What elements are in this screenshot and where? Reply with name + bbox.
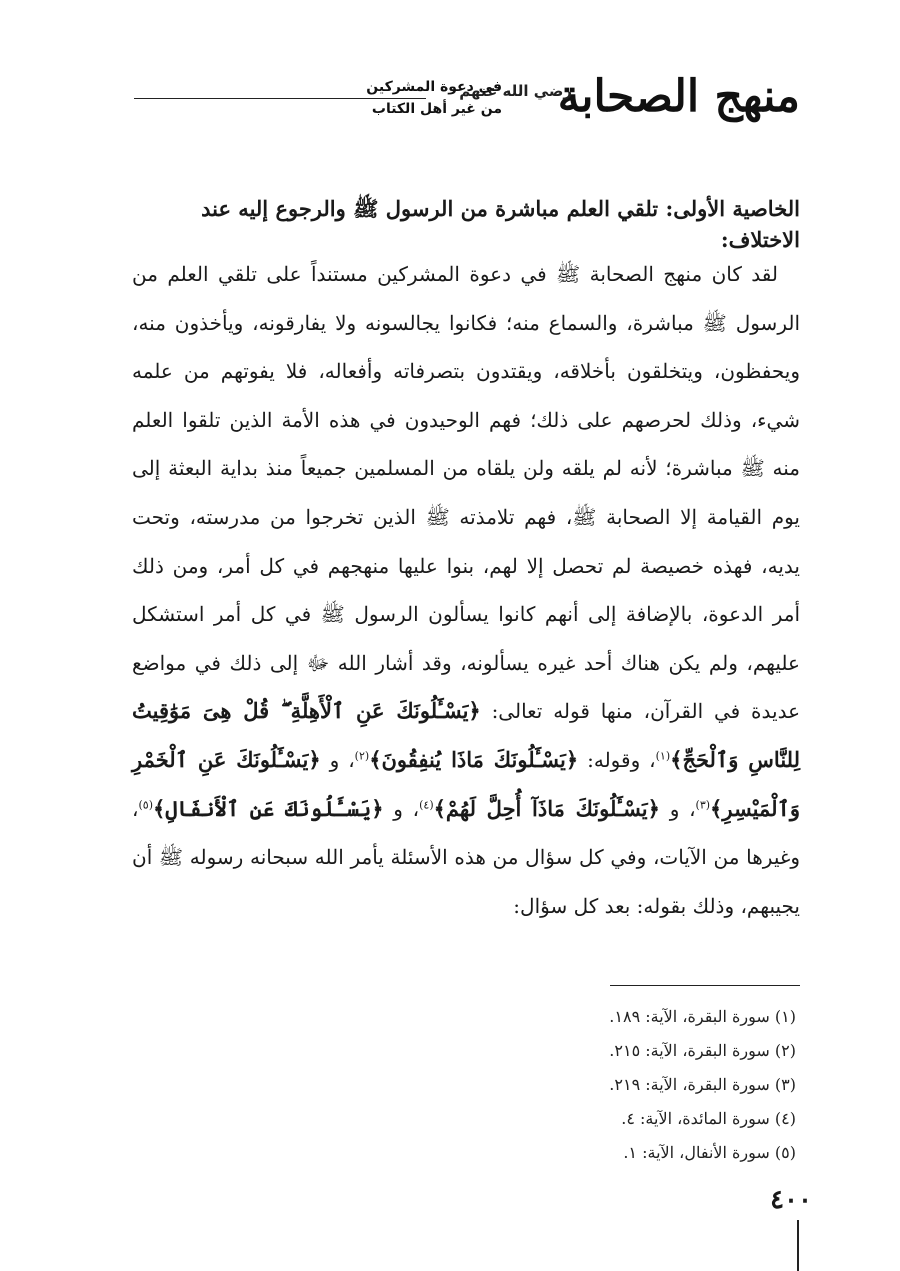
quran-verse-3: ﴿يَسْـَٔلُونَكَ عَنِ ٱلْخَمْرِ وَٱلْمَيْسِرِ﴾ (132, 746, 800, 821)
connector-4: ، و (393, 796, 420, 821)
connector-3: ، و (669, 796, 696, 821)
footnote-ref-4: (٤) (419, 797, 434, 811)
footnote-item: (٣) سورة البقرة، الآية: ٢١٩. (609, 1075, 796, 1094)
footnote-item: (٢) سورة البقرة، الآية: ٢١٥. (609, 1041, 796, 1060)
body-text-part-2: ، وغيرها من الآيات، وفي كل سؤال من هذه الأسئلة يأمر الله سبحانه رسوله ﷺ أن يجيبهم، وذلك بقوله: بعد كل سؤال: (132, 796, 800, 918)
quran-verse-2: ﴿يَسْـَٔلُونَكَ مَاذَا يُنفِقُونَ﴾ (369, 746, 579, 772)
footnote-item: (٥) سورة الأنفال، الآية: ١. (623, 1143, 796, 1162)
page-number-rule (797, 1220, 799, 1271)
blessing-phrase: رضي الله عنهم (459, 82, 572, 100)
footnote-item: (١) سورة البقرة، الآية: ١٨٩. (609, 1007, 796, 1026)
book-title-calligraphy: منهج الصحابة (557, 71, 800, 122)
subtitle-line-1: في دعوة المشركين (366, 79, 502, 95)
footnote-ref-3: (٣) (695, 797, 711, 811)
footnote-rule (610, 985, 800, 986)
quran-verse-5: ﴿يَسْـَٔلُونَكَ عَنِ ٱلْأَنفَالِ﴾ (152, 795, 384, 821)
header-rule (134, 98, 426, 99)
section-heading: الخاصية الأولى: تلقي العلم مباشرة من الرسول ﷺ والرجوع إليه عند الاختلاف: (201, 196, 800, 252)
connector-2: ، و (329, 747, 355, 772)
body-text-part-1: لقد كان منهج الصحابة ﷺ في دعوة المشركين مستنداً على تلقي العلم من الرسول ﷺ مباشرة، والسماع منه؛ فكانوا يجالسونه ولا يفارقونه، ويأخذون منه، ويحفظون، ويتخلقون بأخلاقه، ويقتدون بتصرفاته وأفعاله، فلا يفوتهم من علمه شيء، وذلك لحرصهم على ذلك؛ فهم الوحيدون في هذه الأمة الذين تلقوا العلم منه ﷺ مباشرة؛ لأنه لم يلقه ولن يلقاه من المسلمين جميعاً منذ بداية البعثة إلى يوم القيامة إلا الصحابة ﷺ، فهم تلامذته ﷺ الذين تخرجوا من مدرسته، وتحت يديه، فهذه خصيصة لم تحصل إلا لهم، بنوا عليها منهجهم في كل أمر، ومن ذلك أمر الدعوة، بالإضافة إلى أنهم كانوا يسألون الرسول ﷺ في كل أمر استشكل عليهم، ولم يكن هناك أحد غيره يسألونه، وقد أشار الله ﷻ إلى ذلك في مواضع عديدة في القرآن، منها قوله تعالى: (132, 262, 800, 724)
footnote-item: (٤) سورة المائدة، الآية: ٤. (621, 1109, 796, 1128)
footnote-ref-1: (١) (655, 749, 671, 763)
footnote-ref-2: (٢) (354, 749, 370, 763)
footnotes-list (296, 1000, 796, 1170)
page-number: ٤٠٠ (770, 1185, 812, 1215)
running-header (100, 62, 800, 152)
body-text (132, 250, 800, 930)
body-paragraph (132, 250, 800, 930)
quran-verse-1: ﴿يَسْـَٔلُونَكَ عَنِ ٱلْأَهِلَّةِ ۖ قُلْ هِىَ مَوَٰقِيتُ لِلنَّاسِ وَٱلْحَجِّ﴾ (132, 698, 801, 772)
subtitle-line-2: من غير أهل الكتاب (371, 101, 502, 117)
footnote-ref-5: (٥) (138, 797, 153, 811)
quran-verse-4: ﴿يَسْـَٔلُونَكَ مَاذَآ أُحِلَّ لَهُمْ﴾ (433, 795, 660, 821)
connector-1: ، وقوله: (587, 747, 656, 772)
